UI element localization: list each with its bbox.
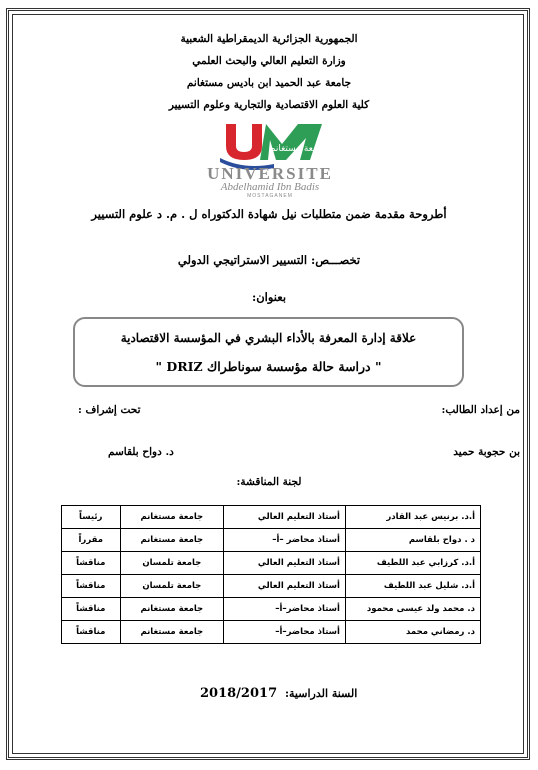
jury-member-institution: جامعة مستغانم xyxy=(120,621,224,644)
jury-member-name: د . دواح بلقاسم xyxy=(345,529,480,552)
thesis-title-line-2: " دراسة حالة مؤسسة سوناطراك DRIZ " xyxy=(155,359,382,374)
student-name: بن حجوبة حميد xyxy=(453,446,520,458)
jury-member-role: مناقشاً xyxy=(62,598,121,621)
logo-m-shape xyxy=(260,124,322,160)
header-ministry: وزارة التعليم العالي والبحث العلمي xyxy=(192,55,346,67)
logo-arabic-mark: جامعة مستغانم xyxy=(269,144,327,154)
jury-member-rank: أستاذ محاضر–أ– xyxy=(224,621,346,644)
student-label: من إعداد الطالب: xyxy=(441,404,520,416)
jury-member-institution: جامعة تلمسان xyxy=(120,575,224,598)
jury-member-name: أ.د. كرزابي عبد اللطيف xyxy=(345,552,480,575)
academic-year-label: السنة الدراسية: xyxy=(284,687,358,700)
jury-member-institution: جامعة تلمسان xyxy=(120,552,224,575)
jury-member-role: مناقشاً xyxy=(62,575,121,598)
jury-label: لجنة المناقشة: xyxy=(236,476,302,488)
jury-row xyxy=(62,575,481,598)
jury-row xyxy=(62,598,481,621)
logo-city: MOSTAGANEM xyxy=(247,193,293,198)
academic-year-value: 2018/2017 xyxy=(200,686,278,701)
university-logo-graphic xyxy=(148,118,392,198)
logo-name-line: Abdelhamid Ibn Badis xyxy=(220,181,320,193)
jury-member-role: مقرراً xyxy=(62,529,121,552)
academic-year xyxy=(200,686,357,701)
title-label: بعنوان: xyxy=(251,290,287,304)
jury-member-institution: جامعة مستغانم xyxy=(120,529,224,552)
jury-member-institution: جامعة مستغانم xyxy=(120,506,224,529)
jury-row xyxy=(62,506,481,529)
jury-member-name: د. محمد ولد عيسى محمود xyxy=(345,598,480,621)
logo-u-shape xyxy=(226,124,262,160)
specialty-line: تخصـــص: التسيير الاستراتيجي الدولي xyxy=(177,253,361,267)
jury-member-name: د. رمضاني محمد xyxy=(345,621,480,644)
jury-member-rank: أستاذ التعليم العالي xyxy=(224,552,346,575)
jury-member-institution: جامعة مستغانم xyxy=(120,598,224,621)
supervisor-name: د. دواح بلقاسم xyxy=(108,446,174,458)
jury-member-name: أ.د. شليل عبد اللطيف xyxy=(345,575,480,598)
jury-row xyxy=(62,621,481,644)
jury-table xyxy=(61,505,481,644)
jury-member-role: رئيساً xyxy=(62,506,121,529)
jury-member-rank: أستاذ التعليم العالي xyxy=(224,575,346,598)
supervisor-label: تحت إشراف : xyxy=(78,404,141,416)
jury-member-rank: أستاذ محاضر–أ– xyxy=(224,598,346,621)
jury-member-role: مناقشاً xyxy=(62,621,121,644)
university-logo xyxy=(148,118,392,198)
jury-member-rank: أستاذ التعليم العالي xyxy=(224,506,346,529)
thesis-title-line-1: علاقة إدارة المعرفة بالأداء البشري في المؤسسة الاقتصادية xyxy=(120,331,417,345)
thesis-title-box xyxy=(73,317,464,387)
jury-member-rank: أستاذ محاضر –أ– xyxy=(224,529,346,552)
jury-row xyxy=(62,529,481,552)
header-republic: الجمهورية الجزائرية الديمقراطية الشعبية xyxy=(180,33,358,45)
header-university: جامعة عبد الحميد ابن باديس مستغانم xyxy=(186,77,352,89)
jury-member-name: أ.د. برنيس عبد القادر xyxy=(345,506,480,529)
degree-line: أطروحة مقدمة ضمن متطلبات نيل شهادة الدكتوراه ل . م. د علوم التسيير xyxy=(91,207,447,221)
logo-university-word: UNIVERSITE xyxy=(207,164,333,183)
jury-row xyxy=(62,552,481,575)
header-faculty: كلية العلوم الاقتصادية والتجارية وعلوم التسيير xyxy=(168,99,370,111)
jury-member-role: مناقشاً xyxy=(62,552,121,575)
